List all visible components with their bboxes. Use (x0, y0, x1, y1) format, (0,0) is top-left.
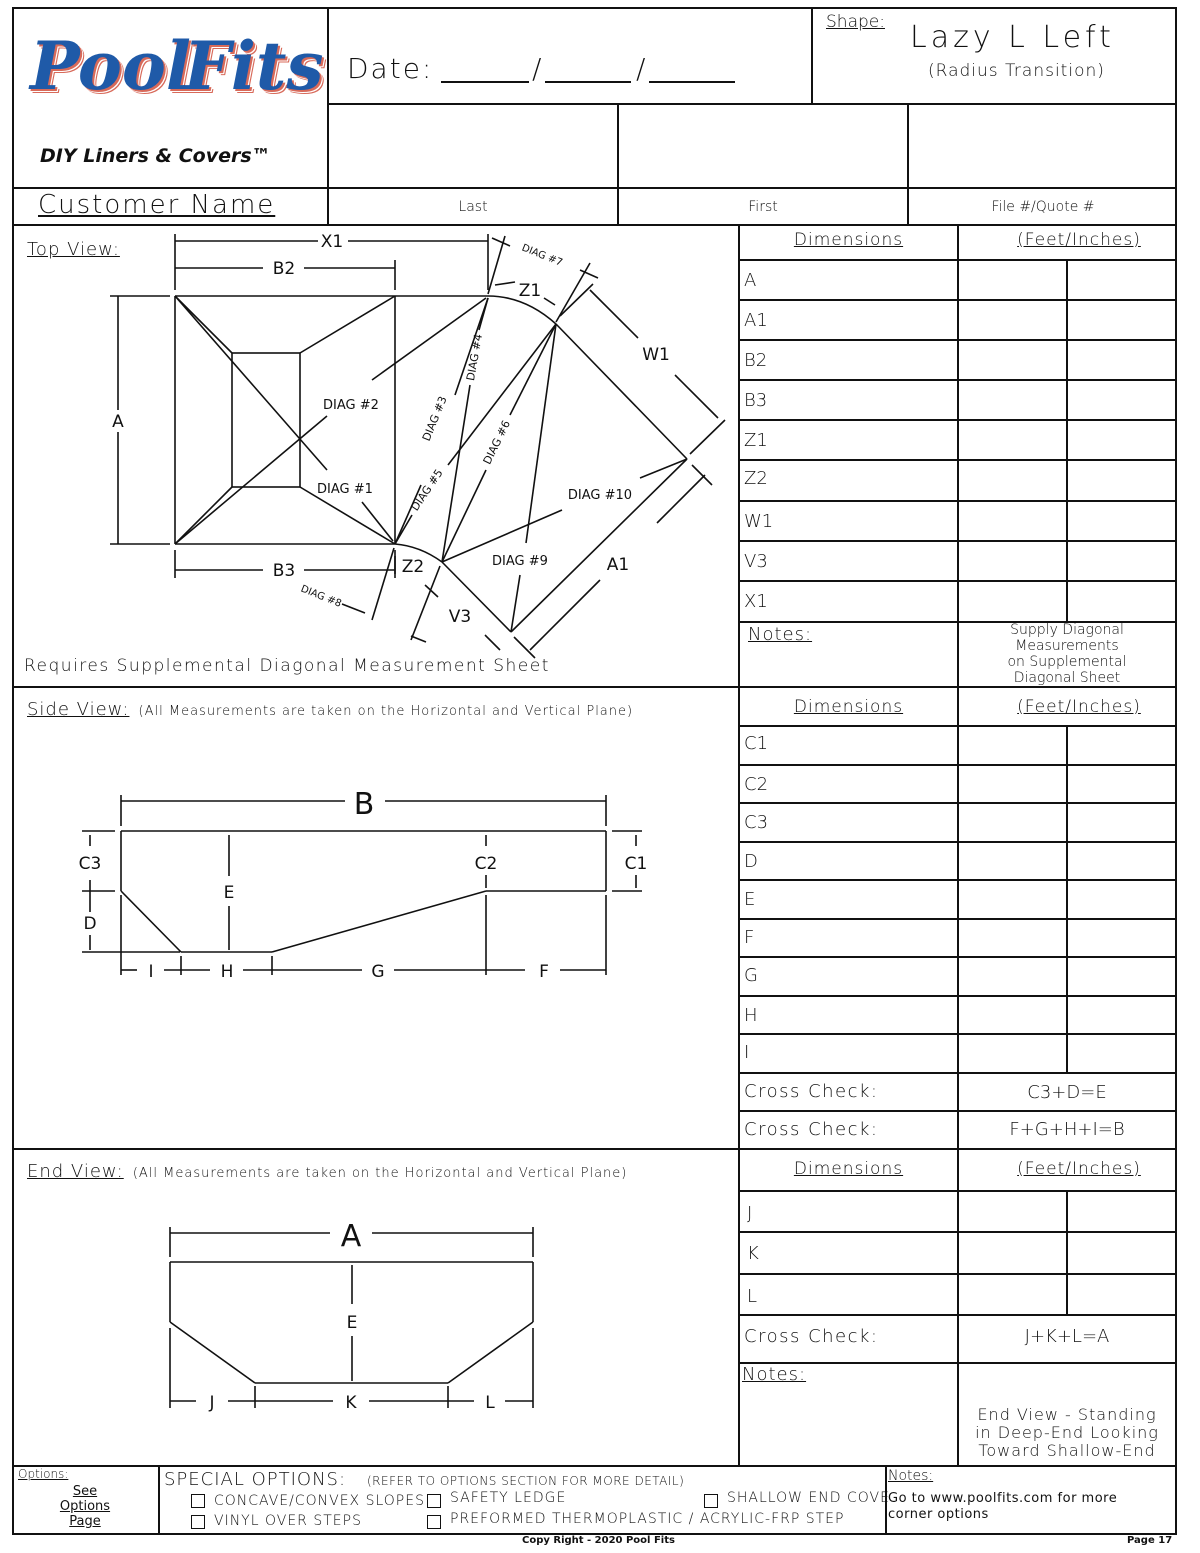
preformed-step-checkbox[interactable] (427, 1515, 441, 1529)
h-inches-input[interactable] (1068, 997, 1175, 1032)
top-view-footer-note: Requires Supplemental Diagonal Measurement Sheet (24, 656, 550, 676)
z2-inches-input[interactable] (1068, 461, 1175, 499)
see-options-page-link[interactable] (14, 1484, 156, 1529)
diag2-label: DIAG #2 (323, 398, 379, 413)
side-e-label: E (223, 883, 235, 903)
z1-label: Z1 (518, 281, 542, 301)
f-inches-input[interactable] (1068, 920, 1175, 955)
options-notes-label: Notes: (888, 1468, 934, 1484)
d-inches-input[interactable] (1068, 843, 1175, 878)
b2-feet-input[interactable] (959, 341, 1065, 378)
customer-name-label: Customer Name (38, 190, 276, 220)
end-notes-input[interactable] (740, 1388, 956, 1464)
c3-feet-input[interactable] (959, 804, 1065, 840)
date-separator: / (532, 52, 542, 85)
options-notes-line: corner options (888, 1507, 989, 1522)
top-dimensions-header: Dimensions (793, 230, 904, 250)
top-notes-input[interactable] (740, 648, 956, 684)
end-units-header: (Feet/Inches) (1017, 1159, 1141, 1179)
options-notes-line: Go to www.poolfits.com for more (888, 1491, 1118, 1506)
top-units-header: (Feet/Inches) (1017, 230, 1141, 250)
k-inches-input[interactable] (1068, 1233, 1175, 1272)
see-options-line: Options (59, 1499, 111, 1514)
end-k-label: K (345, 1393, 357, 1413)
x1-label: X1 (320, 232, 344, 252)
vinyl-over-steps-label: VINYL OVER STEPS (214, 1513, 362, 1529)
end-cross-check-label: Cross Check: (744, 1326, 879, 1347)
diag6-label: DIAG #6 (480, 418, 514, 467)
end-notes-line: Toward Shallow-End (978, 1441, 1156, 1460)
dimension-label-b2: B2 (744, 350, 768, 371)
end-notes-label: Notes: (742, 1364, 807, 1385)
dimension-label-b3: B3 (744, 390, 768, 411)
concave-convex-slopes-label: CONCAVE/CONVEX SLOPES (214, 1493, 425, 1509)
dimension-label-l: L (747, 1286, 758, 1307)
top-view-diagram (0, 0, 740, 690)
top-notes-line: Diagonal Sheet (1013, 670, 1121, 686)
end-notes-line: End View - Standing (977, 1405, 1157, 1424)
side-view-title: Side View: (27, 699, 130, 720)
shape-subtitle: (Radius Transition) (928, 61, 1105, 81)
a-feet-input[interactable] (959, 261, 1065, 298)
concave-convex-slopes-checkbox[interactable] (191, 1494, 205, 1508)
side-b-label: B (353, 787, 375, 822)
side-h-label: H (220, 962, 234, 982)
b3-feet-input[interactable] (959, 381, 1065, 418)
dimension-label-k: K (747, 1243, 759, 1264)
b3-label: B3 (272, 561, 296, 581)
l-feet-input[interactable] (959, 1275, 1065, 1313)
e-feet-input[interactable] (959, 881, 1065, 917)
logo-word-fits: Fits (184, 27, 324, 105)
special-options-title: SPECIAL OPTIONS: (164, 1469, 347, 1490)
side-cross-check-1-formula: C3+D=E (1027, 1082, 1107, 1103)
preformed-step-label: PREFORMED THERMOPLASTIC / ACRYLIC-FRP STEP (450, 1511, 845, 1527)
divider (12, 1465, 1177, 1467)
e-inches-input[interactable] (1068, 881, 1175, 917)
x1-inches-input[interactable] (1068, 582, 1175, 620)
shallow-end-cove-label: SHALLOW END COVE (727, 1490, 890, 1506)
end-view-subtitle: (All Measurements are taken on the Horizontal and Vertical Plane) (132, 1166, 628, 1181)
see-options-line: See (72, 1484, 98, 1499)
v3-feet-input[interactable] (959, 542, 1065, 579)
k-feet-input[interactable] (959, 1233, 1065, 1272)
dimension-label-j: J (747, 1203, 753, 1224)
a-inches-input[interactable] (1068, 261, 1175, 298)
shallow-end-cove-checkbox[interactable] (704, 1494, 718, 1508)
page-number: Page 17 (1127, 1535, 1173, 1546)
dimension-label-f: F (744, 927, 755, 948)
diag10-label: DIAG #10 (567, 488, 633, 503)
divider (811, 7, 813, 104)
end-notes-text (959, 1406, 1175, 1460)
j-inches-input[interactable] (1068, 1192, 1175, 1230)
v3-inches-input[interactable] (1068, 542, 1175, 579)
a-label: A (112, 412, 124, 432)
a1-inches-input[interactable] (1068, 301, 1175, 338)
dimension-label-z2: Z2 (744, 468, 768, 489)
c1-inches-input[interactable] (1068, 727, 1175, 763)
safety-ledge-checkbox[interactable] (427, 1494, 441, 1508)
dimension-label-a: A (744, 270, 757, 291)
dimension-label-z1: Z1 (744, 430, 768, 451)
diag9-label: DIAG #9 (492, 554, 548, 569)
w1-label: W1 (642, 345, 670, 365)
dimension-label-c2: C2 (744, 774, 769, 795)
diag7-label: DIAG #7 (519, 242, 564, 269)
diag8-label: DIAG #8 (298, 583, 343, 610)
side-c1-label: C1 (624, 854, 648, 874)
side-f-label: F (539, 962, 549, 982)
copyright-text: Copy Right - 2020 Pool Fits (522, 1535, 675, 1546)
dimension-label-d: D (744, 851, 758, 872)
c2-feet-input[interactable] (959, 766, 1065, 801)
divider (158, 1465, 160, 1535)
side-d-label: D (83, 914, 97, 934)
c1-feet-input[interactable] (959, 727, 1065, 763)
diag4-label: DIAG #4 (464, 332, 486, 382)
dimension-label-w1: W1 (744, 511, 774, 532)
top-view-title: Top View: (27, 239, 120, 260)
options-notes-text (888, 1491, 1117, 1523)
side-units-header: (Feet/Inches) (1017, 697, 1141, 717)
end-view-diagram (0, 1150, 740, 1465)
special-options-subtitle: (REFER TO OPTIONS SECTION FOR MORE DETAIL) (367, 1474, 685, 1488)
diag3-label: DIAG #3 (419, 394, 450, 444)
top-notes-label: Notes: (748, 624, 813, 645)
diag1-label: DIAG #1 (317, 482, 373, 497)
top-notes-line: Supply Diagonal (1010, 622, 1124, 638)
last-name-caption: Last (458, 199, 488, 215)
dimension-label-h: H (744, 1005, 758, 1026)
end-dimensions-header: Dimensions (793, 1159, 904, 1179)
w1-inches-input[interactable] (1068, 502, 1175, 539)
end-e-label: E (346, 1313, 358, 1333)
d-feet-input[interactable] (959, 843, 1065, 878)
g-inches-input[interactable] (1068, 958, 1175, 994)
safety-ledge-label: SAFETY LEDGE (450, 1490, 567, 1506)
options-label: Options: (18, 1467, 69, 1481)
vinyl-over-steps-checkbox[interactable] (191, 1515, 205, 1529)
dimension-label-g: G (744, 965, 758, 986)
side-cross-check-2-label: Cross Check: (744, 1119, 879, 1140)
divider (738, 1314, 1177, 1316)
shape-label: Shape: (826, 12, 885, 32)
divider (738, 1110, 1177, 1112)
diag5-label: DIAG #5 (408, 466, 446, 514)
file-quote-number-input[interactable] (909, 105, 1175, 186)
g-feet-input[interactable] (959, 958, 1065, 994)
side-view-diagram (0, 690, 740, 1150)
first-name-caption: First (748, 199, 778, 215)
b3-inches-input[interactable] (1068, 381, 1175, 418)
date-separator: / (636, 52, 646, 85)
dimension-label-i: I (744, 1042, 750, 1063)
date-label: Date: (347, 52, 434, 85)
top-notes-line: on Supplemental (1007, 654, 1127, 670)
a1-feet-input[interactable] (959, 301, 1065, 338)
end-j-label: J (209, 1393, 215, 1413)
side-g-label: G (371, 962, 385, 982)
c2-inches-input[interactable] (1068, 766, 1175, 801)
j-feet-input[interactable] (959, 1192, 1065, 1230)
end-notes-line: in Deep-End Looking (975, 1423, 1159, 1442)
end-l-label: L (485, 1393, 495, 1413)
z2-label: Z2 (401, 557, 425, 577)
l-inches-input[interactable] (1068, 1275, 1175, 1313)
dimension-label-a1: A1 (744, 310, 768, 331)
a1-label: A1 (606, 555, 630, 575)
dimension-label-v3: V3 (744, 551, 768, 572)
z1-feet-input[interactable] (959, 421, 1065, 458)
f-feet-input[interactable] (959, 920, 1065, 955)
side-cross-check-2-formula: F+G+H+I=B (1009, 1119, 1125, 1140)
side-cross-check-1-label: Cross Check: (744, 1081, 879, 1102)
top-notes-text (959, 622, 1175, 686)
z1-inches-input[interactable] (1068, 421, 1175, 458)
w1-feet-input[interactable] (959, 502, 1065, 539)
c3-inches-input[interactable] (1068, 804, 1175, 840)
shape-name: Lazy L Left (910, 20, 1115, 55)
see-options-line: Page (69, 1514, 101, 1529)
divider (738, 1072, 1177, 1074)
b2-label: B2 (272, 259, 296, 279)
logo-tagline: DIY Liners & Covers™ (40, 145, 271, 167)
b2-inches-input[interactable] (1068, 341, 1175, 378)
side-c3-label: C3 (78, 854, 102, 874)
h-feet-input[interactable] (959, 997, 1065, 1032)
dimension-label-c1: C1 (744, 733, 769, 754)
i-inches-input[interactable] (1068, 1035, 1175, 1071)
z2-feet-input[interactable] (959, 461, 1065, 499)
side-view-subtitle: (All Measurements are taken on the Horizontal and Vertical Plane) (138, 704, 634, 719)
logo-word-pool: Pool (30, 27, 191, 105)
end-cross-check-formula: J+K+L=A (1024, 1326, 1110, 1347)
side-i-label: I (148, 962, 154, 982)
dimension-label-e: E (744, 889, 756, 910)
dimension-label-c3: C3 (744, 812, 769, 833)
v3-label: V3 (448, 607, 472, 627)
i-feet-input[interactable] (959, 1035, 1065, 1071)
side-c2-label: C2 (474, 854, 498, 874)
end-a-label: A (340, 1219, 362, 1254)
dimension-label-x1: X1 (744, 591, 768, 612)
end-view-title: End View: (27, 1161, 124, 1182)
side-dimensions-header: Dimensions (793, 697, 904, 717)
x1-feet-input[interactable] (959, 582, 1065, 620)
file-quote-caption: File #/Quote # (991, 199, 1095, 215)
top-notes-line: Measurements (1015, 638, 1119, 654)
